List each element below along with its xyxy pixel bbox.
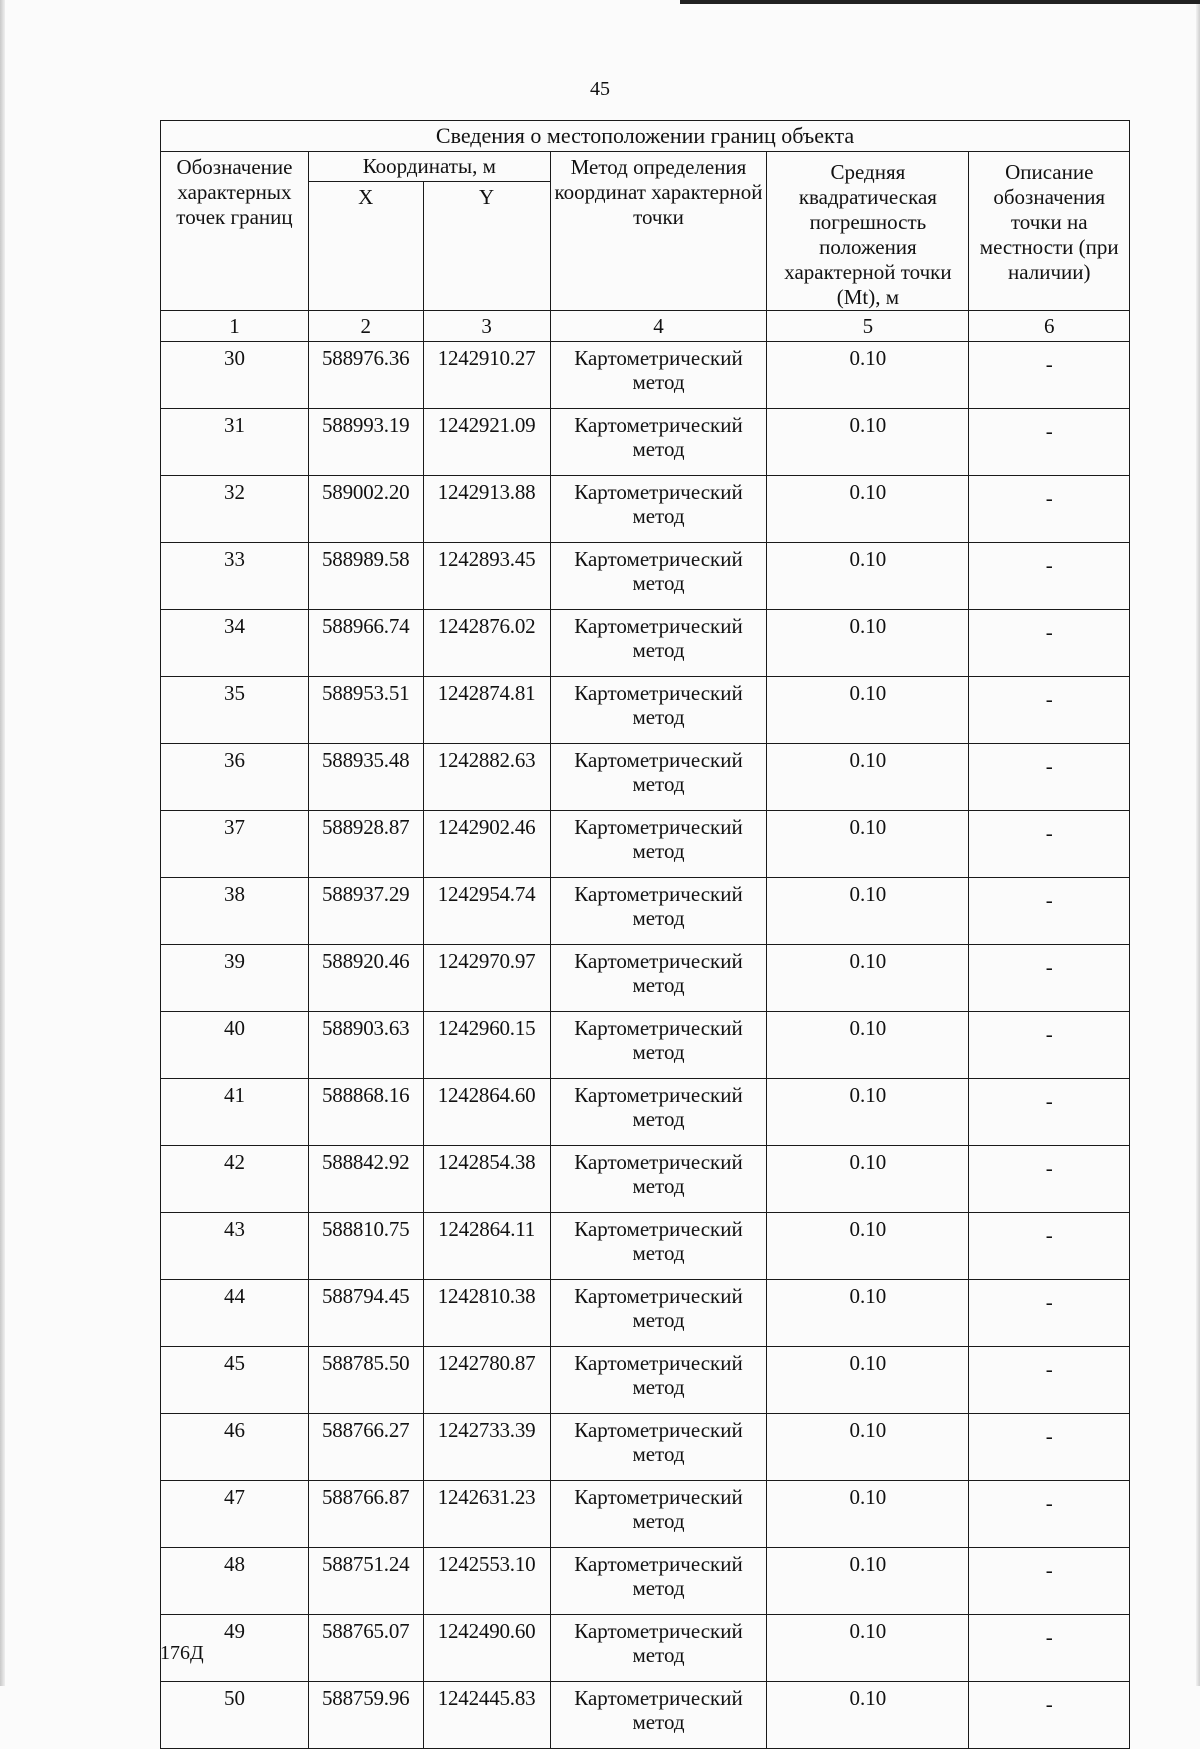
method-name: Картометрический метод (550, 677, 767, 744)
x-coordinate: 588935.48 (308, 744, 423, 811)
y-coordinate: 1242970.97 (423, 945, 550, 1012)
accuracy-value: 0.10 (767, 878, 969, 945)
x-coordinate: 588810.75 (308, 1213, 423, 1280)
table-row (161, 1079, 1130, 1146)
table-row (161, 1615, 1130, 1682)
x-coordinate: 589002.20 (308, 476, 423, 543)
y-coordinate: 1242882.63 (423, 744, 550, 811)
accuracy-value: 0.10 (767, 1079, 969, 1146)
table-row (161, 1213, 1130, 1280)
x-coordinate: 588920.46 (308, 945, 423, 1012)
accuracy-value: 0.10 (767, 1682, 969, 1749)
method-name: Картометрический метод (550, 945, 767, 1012)
point-id: 34 (161, 610, 309, 677)
point-description: - (969, 878, 1130, 945)
table-row (161, 1682, 1130, 1749)
x-coordinate: 588765.07 (308, 1615, 423, 1682)
table-row (161, 1481, 1130, 1548)
method-name: Картометрический метод (550, 878, 767, 945)
point-description: - (969, 1146, 1130, 1213)
accuracy-value: 0.10 (767, 945, 969, 1012)
table-row (161, 610, 1130, 677)
point-id: 35 (161, 677, 309, 744)
point-id: 44 (161, 1280, 309, 1347)
method-name: Картометрический метод (550, 543, 767, 610)
accuracy-value: 0.10 (767, 1280, 969, 1347)
point-description: - (969, 1414, 1130, 1481)
point-id: 32 (161, 476, 309, 543)
y-coordinate: 1242553.10 (423, 1548, 550, 1615)
accuracy-value: 0.10 (767, 1414, 969, 1481)
point-id: 49 (161, 1615, 309, 1682)
x-coordinate: 588993.19 (308, 409, 423, 476)
table-row (161, 409, 1130, 476)
accuracy-value: 0.10 (767, 1548, 969, 1615)
method-name: Картометрический метод (550, 409, 767, 476)
header-method: Метод определения координат характерной точки (550, 152, 767, 311)
point-id: 38 (161, 878, 309, 945)
y-coordinate: 1242854.38 (423, 1146, 550, 1213)
table-row (161, 1146, 1130, 1213)
table-row (161, 476, 1130, 543)
header-point: Обозначение характерных точек границ (161, 152, 309, 311)
point-description: - (969, 811, 1130, 878)
point-description: - (969, 1548, 1130, 1615)
point-description: - (969, 1213, 1130, 1280)
point-id: 31 (161, 409, 309, 476)
y-coordinate: 1242921.09 (423, 409, 550, 476)
footer-document-code: 176Д (160, 1642, 204, 1664)
method-name: Картометрический метод (550, 811, 767, 878)
method-name: Картометрический метод (550, 1682, 767, 1749)
table-row (161, 1347, 1130, 1414)
y-coordinate: 1242913.88 (423, 476, 550, 543)
accuracy-value: 0.10 (767, 1481, 969, 1548)
accuracy-value: 0.10 (767, 543, 969, 610)
method-name: Картометрический метод (550, 476, 767, 543)
table-row (161, 342, 1130, 409)
accuracy-value: 0.10 (767, 811, 969, 878)
point-id: 36 (161, 744, 309, 811)
point-description: - (969, 1481, 1130, 1548)
table-row (161, 1012, 1130, 1079)
accuracy-value: 0.10 (767, 1615, 969, 1682)
scan-left-edge (0, 0, 5, 1686)
point-id: 46 (161, 1414, 309, 1481)
table-row (161, 878, 1130, 945)
table-body (161, 342, 1130, 1749)
method-name: Картометрический метод (550, 1079, 767, 1146)
method-name: Картометрический метод (550, 1012, 767, 1079)
point-description: - (969, 543, 1130, 610)
method-name: Картометрический метод (550, 744, 767, 811)
x-coordinate: 588976.36 (308, 342, 423, 409)
column-number: 6 (969, 311, 1130, 342)
x-coordinate: 588937.29 (308, 878, 423, 945)
table-caption-row (161, 121, 1130, 152)
header-coordinates: Координаты, м (308, 152, 550, 182)
table-row (161, 1414, 1130, 1481)
accuracy-value: 0.10 (767, 744, 969, 811)
x-coordinate: 588759.96 (308, 1682, 423, 1749)
point-id: 37 (161, 811, 309, 878)
accuracy-value: 0.10 (767, 677, 969, 744)
boundary-points-table (160, 120, 1130, 1749)
accuracy-value: 0.10 (767, 1213, 969, 1280)
point-description: - (969, 1012, 1130, 1079)
method-name: Картометрический метод (550, 1347, 767, 1414)
accuracy-value: 0.10 (767, 476, 969, 543)
y-coordinate: 1242490.60 (423, 1615, 550, 1682)
column-number: 3 (423, 311, 550, 342)
method-name: Картометрический метод (550, 1548, 767, 1615)
y-coordinate: 1242954.74 (423, 878, 550, 945)
point-id: 30 (161, 342, 309, 409)
method-name: Картометрический метод (550, 342, 767, 409)
point-id: 45 (161, 1347, 309, 1414)
column-number: 4 (550, 311, 767, 342)
method-name: Картометрический метод (550, 1615, 767, 1682)
accuracy-value: 0.10 (767, 610, 969, 677)
column-number: 5 (767, 311, 969, 342)
x-coordinate: 588785.50 (308, 1347, 423, 1414)
point-id: 42 (161, 1146, 309, 1213)
table-row (161, 1280, 1130, 1347)
point-description: - (969, 409, 1130, 476)
point-description: - (969, 342, 1130, 409)
point-description: - (969, 945, 1130, 1012)
accuracy-value: 0.10 (767, 409, 969, 476)
accuracy-value: 0.10 (767, 1347, 969, 1414)
table-caption: Сведения о местоположении границ объекта (161, 121, 1130, 152)
point-description: - (969, 1347, 1130, 1414)
header-x: X (308, 181, 423, 310)
point-description: - (969, 1079, 1130, 1146)
method-name: Картометрический метод (550, 610, 767, 677)
point-description: - (969, 610, 1130, 677)
point-description: - (969, 476, 1130, 543)
point-id: 47 (161, 1481, 309, 1548)
page-number: 45 (590, 78, 610, 100)
point-description: - (969, 1682, 1130, 1749)
x-coordinate: 588868.16 (308, 1079, 423, 1146)
header-y: Y (423, 181, 550, 310)
method-name: Картометрический метод (550, 1280, 767, 1347)
table-row (161, 1548, 1130, 1615)
method-name: Картометрический метод (550, 1414, 767, 1481)
x-coordinate: 588842.92 (308, 1146, 423, 1213)
y-coordinate: 1242780.87 (423, 1347, 550, 1414)
y-coordinate: 1242631.23 (423, 1481, 550, 1548)
point-id: 39 (161, 945, 309, 1012)
scan-right-edge (1196, 0, 1200, 1686)
table-header-row (161, 152, 1130, 182)
y-coordinate: 1242893.45 (423, 543, 550, 610)
column-number-row (161, 311, 1130, 342)
y-coordinate: 1242910.27 (423, 342, 550, 409)
header-description: Описание обозначения точки на местности (при наличии) (969, 152, 1130, 311)
point-id: 43 (161, 1213, 309, 1280)
accuracy-value: 0.10 (767, 342, 969, 409)
y-coordinate: 1242445.83 (423, 1682, 550, 1749)
x-coordinate: 588903.63 (308, 1012, 423, 1079)
point-id: 48 (161, 1548, 309, 1615)
accuracy-value: 0.10 (767, 1146, 969, 1213)
point-description: - (969, 677, 1130, 744)
header-accuracy: Средняя квадратическая погрешность положения характерной точки (Mt), м (767, 152, 969, 311)
column-number: 2 (308, 311, 423, 342)
x-coordinate: 588751.24 (308, 1548, 423, 1615)
y-coordinate: 1242902.46 (423, 811, 550, 878)
point-description: - (969, 1280, 1130, 1347)
table-row (161, 543, 1130, 610)
method-name: Картометрический метод (550, 1213, 767, 1280)
point-description: - (969, 744, 1130, 811)
y-coordinate: 1242733.39 (423, 1414, 550, 1481)
point-id: 40 (161, 1012, 309, 1079)
y-coordinate: 1242876.02 (423, 610, 550, 677)
y-coordinate: 1242810.38 (423, 1280, 550, 1347)
scan-top-bar (680, 0, 1200, 4)
x-coordinate: 588928.87 (308, 811, 423, 878)
point-id: 33 (161, 543, 309, 610)
y-coordinate: 1242864.11 (423, 1213, 550, 1280)
column-number: 1 (161, 311, 309, 342)
table-row (161, 744, 1130, 811)
x-coordinate: 588766.87 (308, 1481, 423, 1548)
accuracy-value: 0.10 (767, 1012, 969, 1079)
x-coordinate: 588794.45 (308, 1280, 423, 1347)
x-coordinate: 588966.74 (308, 610, 423, 677)
table-row (161, 811, 1130, 878)
table-row (161, 677, 1130, 744)
point-id: 41 (161, 1079, 309, 1146)
y-coordinate: 1242960.15 (423, 1012, 550, 1079)
y-coordinate: 1242864.60 (423, 1079, 550, 1146)
x-coordinate: 588953.51 (308, 677, 423, 744)
x-coordinate: 588989.58 (308, 543, 423, 610)
method-name: Картометрический метод (550, 1146, 767, 1213)
x-coordinate: 588766.27 (308, 1414, 423, 1481)
table-row (161, 945, 1130, 1012)
point-description: - (969, 1615, 1130, 1682)
point-id: 50 (161, 1682, 309, 1749)
y-coordinate: 1242874.81 (423, 677, 550, 744)
method-name: Картометрический метод (550, 1481, 767, 1548)
